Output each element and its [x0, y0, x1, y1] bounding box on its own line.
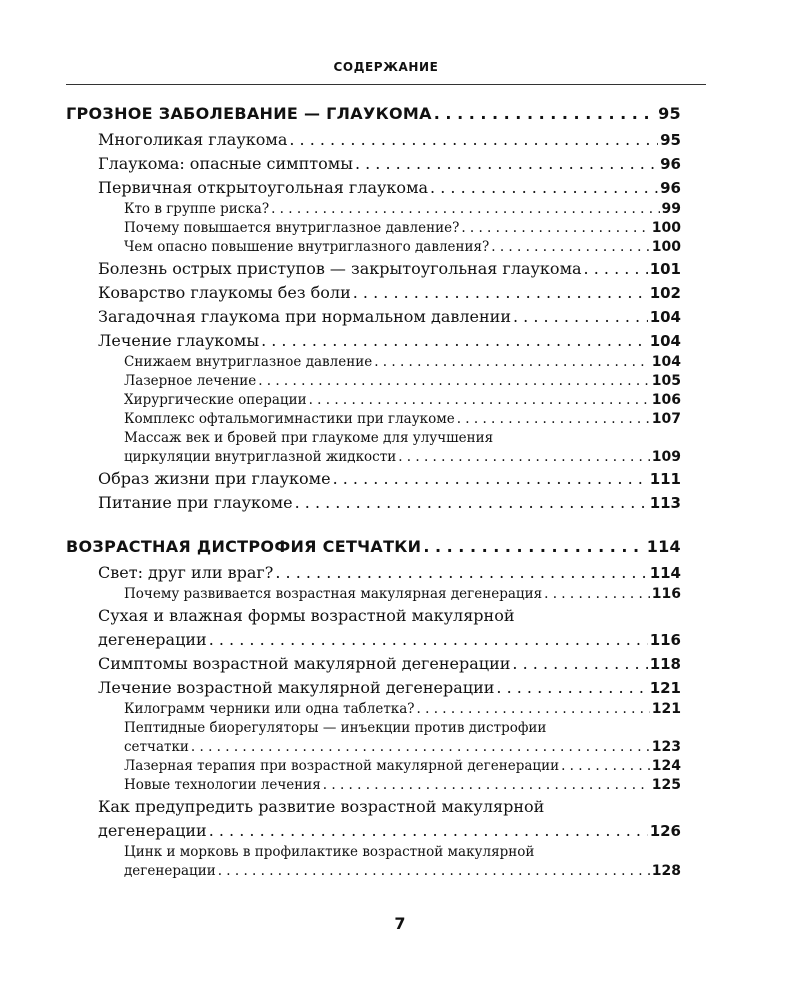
entry-title: Коварство глаукомы без боли: [98, 283, 351, 302]
toc-subentry[interactable]: [66, 372, 681, 391]
entry-title: Загадочная глаукома при нормальном давлении: [98, 307, 511, 326]
toc-subentry[interactable]: [66, 448, 681, 467]
toc-entry[interactable]: [66, 819, 681, 843]
entry-title: циркуляции внутриглазной жидкости: [124, 449, 397, 465]
toc-subentry[interactable]: [66, 200, 681, 219]
toc-entry-first-line[interactable]: Массаж век и бровей при глаукоме для улучшения: [124, 430, 494, 446]
page-number: 7: [394, 914, 406, 933]
entry-page-number: 128: [651, 863, 681, 879]
toc-entry[interactable]: [66, 491, 681, 515]
dot-leader: [323, 776, 650, 795]
dot-leader: [417, 700, 650, 719]
toc-subentry[interactable]: [66, 238, 681, 257]
entry-page-number: 96: [660, 155, 681, 173]
entry-title: сетчатки: [124, 739, 189, 755]
entry-page-number: 126: [649, 822, 681, 840]
toc-entry[interactable]: [66, 176, 681, 200]
dot-leader: [461, 219, 649, 238]
entry-title: Питание при глаукоме: [98, 493, 293, 512]
toc-chapter-heading[interactable]: [66, 100, 681, 128]
entry-page-number: 116: [651, 586, 681, 602]
toc-entry[interactable]: [66, 628, 681, 652]
entry-page-number: 102: [649, 284, 681, 302]
toc-subentry[interactable]: [66, 738, 681, 757]
entry-title: Лечение возрастной макулярной дегенерации: [98, 678, 495, 697]
toc-entry[interactable]: [66, 128, 681, 152]
dot-leader: [434, 100, 656, 128]
dot-leader: [261, 329, 648, 353]
toc-subentry[interactable]: [66, 353, 681, 372]
dot-leader: [398, 448, 650, 467]
entry-page-number: 121: [651, 701, 681, 717]
entry-title: Почему повышается внутриглазное давление?: [124, 220, 460, 236]
toc-entry[interactable]: [66, 281, 681, 305]
entry-title: Снижаем внутриглазное давление: [124, 354, 373, 370]
entry-page-number: 100: [651, 239, 681, 255]
dot-leader: [491, 238, 650, 257]
entry-title: Лазерное лечение: [124, 373, 257, 389]
entry-title: Болезнь острых приступов — закрытоугольная глаукома: [98, 259, 582, 278]
entry-title: Глаукома: опасные симптомы: [98, 154, 353, 173]
dot-leader: [209, 819, 648, 843]
header-rule: [66, 84, 706, 85]
entry-page-number: 125: [651, 777, 681, 793]
entry-page-number: 95: [660, 131, 681, 149]
toc-entry[interactable]: [66, 257, 681, 281]
chapter-page-number: 95: [658, 104, 681, 123]
dot-leader: [355, 152, 658, 176]
toc-entry-first-line[interactable]: Пептидные биорегуляторы — инъекции против дистрофии: [124, 720, 547, 736]
toc-subentry[interactable]: [66, 219, 681, 238]
entry-page-number: 101: [649, 260, 681, 278]
toc-subentry[interactable]: [66, 391, 681, 410]
entry-page-number: 109: [651, 449, 681, 465]
entry-page-number: 104: [649, 332, 681, 350]
entry-page-number: 123: [651, 739, 681, 755]
dot-leader: [584, 257, 648, 281]
page-header-title: СОДЕРЖАНИЕ: [333, 60, 439, 74]
entry-page-number: 111: [649, 470, 681, 488]
dot-leader: [513, 305, 648, 329]
dot-leader: [512, 652, 647, 676]
entry-title: Килограмм черники или одна таблетка?: [124, 701, 415, 717]
toc-section: [66, 533, 681, 881]
dot-leader: [289, 128, 658, 152]
toc-entry-first-line[interactable]: Как предупредить развитие возрастной макулярной: [98, 797, 545, 816]
dot-leader: [271, 200, 659, 219]
dot-leader: [430, 176, 658, 200]
entry-title: дегенерации: [98, 630, 207, 649]
entry-page-number: 113: [649, 494, 681, 512]
dot-leader: [258, 372, 650, 391]
entry-title: дегенерации: [124, 863, 216, 879]
entry-title: Хирургические операции: [124, 392, 307, 408]
toc-subentry[interactable]: [66, 776, 681, 795]
toc-entry[interactable]: [66, 329, 681, 353]
dot-leader: [275, 561, 647, 585]
entry-page-number: 100: [651, 220, 681, 236]
dot-leader: [544, 585, 650, 604]
dot-leader: [191, 738, 650, 757]
chapter-title: ГРОЗНОЕ ЗАБОЛЕВАНИЕ — ГЛАУКОМА: [66, 104, 432, 123]
entry-title: Лечение глаукомы: [98, 331, 260, 350]
toc-entry-first-line[interactable]: Сухая и влажная формы возрастной макулярной: [98, 606, 515, 625]
chapter-title: ВОЗРАСТНАЯ ДИСТРОФИЯ СЕТЧАТКИ: [66, 537, 422, 556]
entry-page-number: 99: [661, 201, 681, 217]
entry-title: Образ жизни при глаукоме: [98, 469, 331, 488]
toc-subentry[interactable]: [66, 862, 681, 881]
toc-entry-first-line[interactable]: Цинк и морковь в профилактике возрастной макулярной: [124, 844, 535, 860]
toc-subentry[interactable]: [66, 410, 681, 429]
entry-title: Чем опасно повышение внутриглазного давления?: [124, 239, 490, 255]
dot-leader: [374, 353, 650, 372]
toc-subentry[interactable]: [66, 757, 681, 776]
dot-leader: [218, 862, 650, 881]
entry-page-number: 107: [651, 411, 681, 427]
entry-page-number: 106: [651, 392, 681, 408]
entry-page-number: 116: [649, 631, 681, 649]
dot-leader: [333, 467, 648, 491]
entry-title: Первичная открытоугольная глаукома: [98, 178, 429, 197]
entry-title: Многоликая глаукома: [98, 130, 288, 149]
entry-title: дегенерации: [98, 821, 207, 840]
entry-page-number: 104: [651, 354, 681, 370]
toc-entry[interactable]: [66, 467, 681, 491]
dot-leader: [209, 628, 648, 652]
toc-entry[interactable]: [66, 305, 681, 329]
entry-page-number: 118: [649, 655, 681, 673]
dot-leader: [353, 281, 648, 305]
toc-entry[interactable]: [66, 152, 681, 176]
toc-subentry[interactable]: [66, 585, 681, 604]
dot-leader: [457, 410, 650, 429]
entry-title: Симптомы возрастной макулярной дегенерации: [98, 654, 511, 673]
entry-title: Почему развивается возрастная макулярная дегенерация: [124, 586, 543, 602]
entry-title: Свет: друг или враг?: [98, 563, 274, 582]
dot-leader: [561, 757, 650, 776]
toc-entry[interactable]: [66, 652, 681, 676]
entry-title: Комплекс офтальмогимнастики при глаукоме: [124, 411, 455, 427]
entry-title: Лазерная терапия при возрастной макулярной дегенерации: [124, 758, 560, 774]
dot-leader: [496, 676, 647, 700]
entry-title: Кто в группе риска?: [124, 201, 270, 217]
toc-chapter-heading[interactable]: [66, 533, 681, 561]
toc-entry[interactable]: [66, 561, 681, 585]
entry-page-number: 104: [649, 308, 681, 326]
entry-page-number: 105: [651, 373, 681, 389]
toc-subentry[interactable]: [66, 700, 681, 719]
dot-leader: [309, 391, 650, 410]
table-of-contents: [66, 100, 681, 881]
entry-page-number: 96: [660, 179, 681, 197]
chapter-page-number: 114: [646, 537, 681, 556]
toc-entry[interactable]: [66, 676, 681, 700]
entry-page-number: 114: [649, 564, 681, 582]
entry-page-number: 121: [649, 679, 681, 697]
dot-leader: [295, 491, 648, 515]
dot-leader: [423, 533, 644, 561]
toc-section: [66, 100, 681, 515]
entry-page-number: 124: [651, 758, 681, 774]
entry-title: Новые технологии лечения: [124, 777, 321, 793]
